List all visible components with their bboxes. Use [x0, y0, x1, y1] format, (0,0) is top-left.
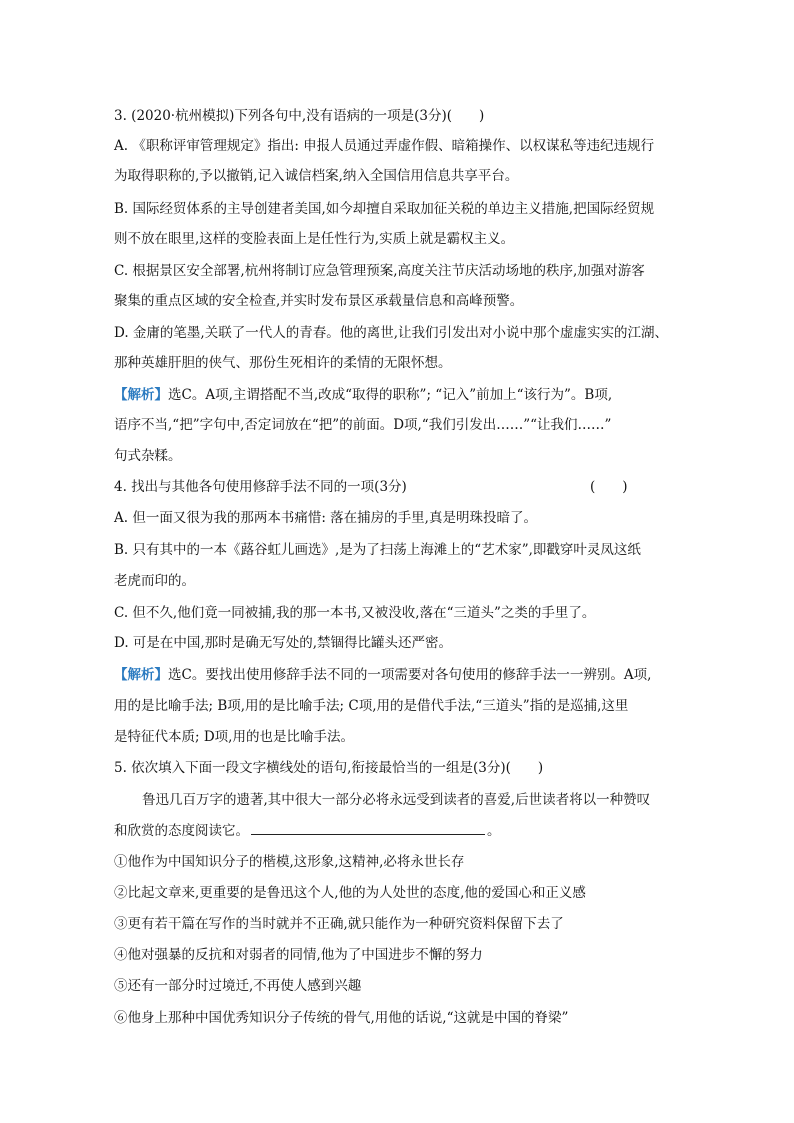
- q3-option-b-line1: B. 国际经贸体系的主导创建者美国,如今却擅自采取加征关税的单边主义措施,把国际经贸规: [114, 201, 655, 217]
- q3-stem: 3. (2020·杭州模拟)下列各句中,没有语病的一项是(3分)( ): [114, 108, 485, 124]
- q5-passage-line1: 鲁迅几百万字的遗著,其中很大一部分必将永远受到读者的喜爱,后世读者将以一种赞叹: [142, 792, 651, 808]
- analysis-tag: 【解析】: [114, 387, 168, 403]
- q4-analysis-line2: 用的是比喻手法; B项,用的是比喻手法; C项,用的是借代手法,“三道头”指的是巡捕,这里: [114, 698, 629, 714]
- q3-analysis-line3: 句式杂糅。: [114, 448, 182, 464]
- q3-option-b-line2: 则不放在眼里,这样的变脸表面上是任性行为,实质上就是霸权主义。: [114, 231, 515, 247]
- q3-option-a-line1: A. 《职称评审管理规定》指出: 申报人员通过弄虚作假、暗箱操作、以权谋私等违纪违规行: [114, 138, 655, 154]
- q3-option-a-line2: 为取得职称的,予以撤销,记入诚信档案,纳入全国信用信息共享平台。: [114, 168, 519, 184]
- q5-item-6: ⑥他身上那种中国优秀知识分子传统的骨气,用他的话说,“这就是中国的脊梁”: [114, 1010, 569, 1026]
- q4-option-d: D. 可是在中国,那时是确无写处的,禁锢得比罐头还严密。: [114, 635, 453, 651]
- q5-item-5: ⑤还有一部分时过境迁,不再使人感到兴趣: [114, 978, 362, 994]
- q5-stem: 5. 依次填入下面一段文字横线处的语句,衔接最恰当的一组是(3分)( ): [114, 760, 544, 776]
- q4-answer-paren: ( ): [590, 479, 628, 495]
- q4-stem-line: [114, 478, 634, 496]
- q5-passage-line2: [114, 822, 501, 840]
- q3-option-c-line1: C. 根据景区安全部署,杭州将制订应急管理预案,高度关注节庆活动场地的秩序,加强对游客: [114, 263, 645, 279]
- q5-item-2: ②比起文章来,更重要的是鲁迅这个人,他的为人处世的态度,他的爱国心和正义感: [114, 885, 586, 901]
- q4-option-b-line2: 老虎而印的。: [114, 573, 195, 589]
- q3-option-c-line2: 聚集的重点区域的安全检查,并实时发布景区承载量信息和高峰预警。: [114, 293, 524, 309]
- q3-analysis-text: 选C。A项,主谓搭配不当,改成“取得的职称”; “记入”前加上“该行为”。B项,: [168, 387, 613, 403]
- q4-option-b-line1: B. 只有其中的一本《蕗谷虹儿画选》,是为了扫荡上海滩上的“艺术家”,即戳穿叶灵凤这纸: [114, 542, 641, 558]
- q5-item-4: ④他对强暴的反抗和对弱者的同情,他为了中国进步不懈的努力: [114, 947, 483, 963]
- q4-analysis-text: 选C。要找出使用修辞手法不同的一项需要对各句使用的修辞手法一一辨别。A项,: [168, 667, 652, 683]
- q5-item-3: ③更有若干篇在写作的当时就并不正确,就只能作为一种研究资料保留下去了: [114, 916, 564, 932]
- q5-item-1: ①他作为中国知识分子的楷模,这形象,这精神,必将永世长存: [114, 854, 465, 870]
- q5-passage-text: 和欣赏的态度阅读它。: [114, 823, 249, 839]
- q4-option-a: A. 但一面又很为我的那两本书痛惜: 落在捕房的手里,真是明珠投暗了。: [114, 510, 537, 526]
- q4-stem: 4. 找出与其他各句使用修辞手法不同的一项(3分): [114, 479, 407, 495]
- q5-passage-end: 。: [487, 823, 501, 839]
- q3-analysis-line1: [114, 386, 612, 404]
- q3-analysis-line2: 语序不当,“把”字句中,否定词放在“把”的前面。D项,“我们引发出……”“让我们……”: [114, 417, 612, 433]
- q3-option-d-line2: 那种英雄肝胆的侠气、那份生死相许的柔情的无限怀想。: [114, 355, 452, 371]
- analysis-tag: 【解析】: [114, 667, 168, 683]
- q4-analysis-line1: [114, 666, 651, 684]
- q4-analysis-line3: 是特征代本质; D项,用的也是比喻手法。: [114, 729, 354, 745]
- q4-option-c: C. 但不久,他们竟一同被捕,我的那一本书,又被没收,落在“三道头”之类的手里了。: [114, 605, 596, 621]
- q3-option-d-line1: D. 金庸的笔墨,关联了一代人的青春。他的离世,让我们引发出对小说中那个虚虚实实的江湖、: [114, 325, 669, 341]
- fill-in-blank: [251, 822, 485, 835]
